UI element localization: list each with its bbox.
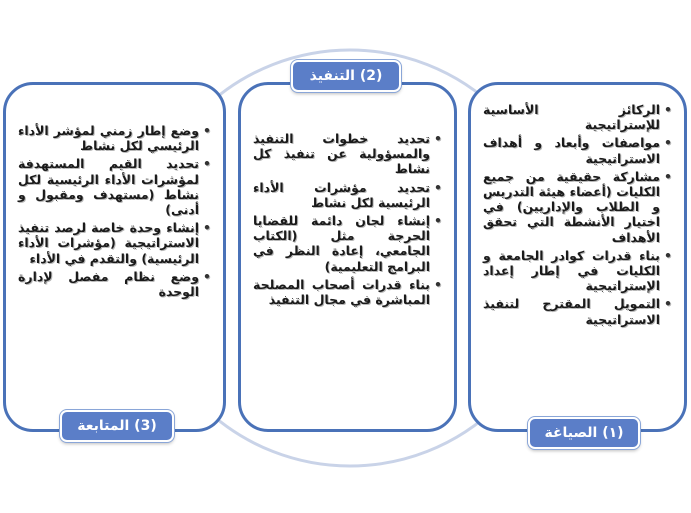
formulation-panel [468,82,687,432]
formulation-label: (١) الصياغة [528,417,640,449]
list-item: • الركائز الأساسية للإستراتيجية [483,102,672,132]
monitoring-panel [3,82,226,432]
list-item: • بناء قدرات أصحاب المصلحة المباشرة في مجال التنفيذ [253,277,442,307]
list-item: • مواصفات وأبعاد و أهداف الاستراتيجية [483,135,672,165]
list-item: • وضع نظام مفصل لإدارة الوحدة [18,269,211,299]
implementation-panel [238,82,457,432]
list-item: • مشاركة حقيقية من جميع الكليات (أعضاء هيئة التدريس و الطلاب والإداريين) في اختيار الأنشطة التي تحقق الأهداف [483,169,672,245]
monitoring-label: (3) المتابعة [60,410,174,442]
list-item: • إنشاء وحدة خاصة لرصد تنفيذ الاستراتيجية (مؤشرات الأداء الرئيسية) والتقدم في الأداء [18,220,211,266]
list-item: • التمويل المقترح لتنفيذ الاستراتيجية [483,296,672,326]
formulation-list [483,102,672,327]
list-item: • تحديد القيم المستهدفة لمؤشرات الأداء الرئيسية لكل نشاط (مستهدف ومقبول و أدنى) [18,156,211,217]
monitoring-list [18,123,211,299]
list-item: • وضع إطار زمني لمؤشر الأداء الرئيسي لكل نشاط [18,123,211,153]
list-item: • بناء قدرات كوادر الجامعة و الكليات في إطار إعداد الإستراتيجية [483,248,672,294]
list-item: • تحديد مؤشرات الأداء الرئيسية لكل نشاط [253,180,442,210]
list-item: • تحديد خطوات التنفيذ والمسؤولية عن تنفيذ كل نشاط [253,131,442,177]
list-item: • إنشاء لجان دائمة للقضايا الحرجة مثل (الكتاب الجامعي، إعادة النظر في البرامج التعليمية) [253,213,442,274]
implementation-label: (2) التنفيذ [291,60,401,92]
implementation-list [253,131,442,307]
